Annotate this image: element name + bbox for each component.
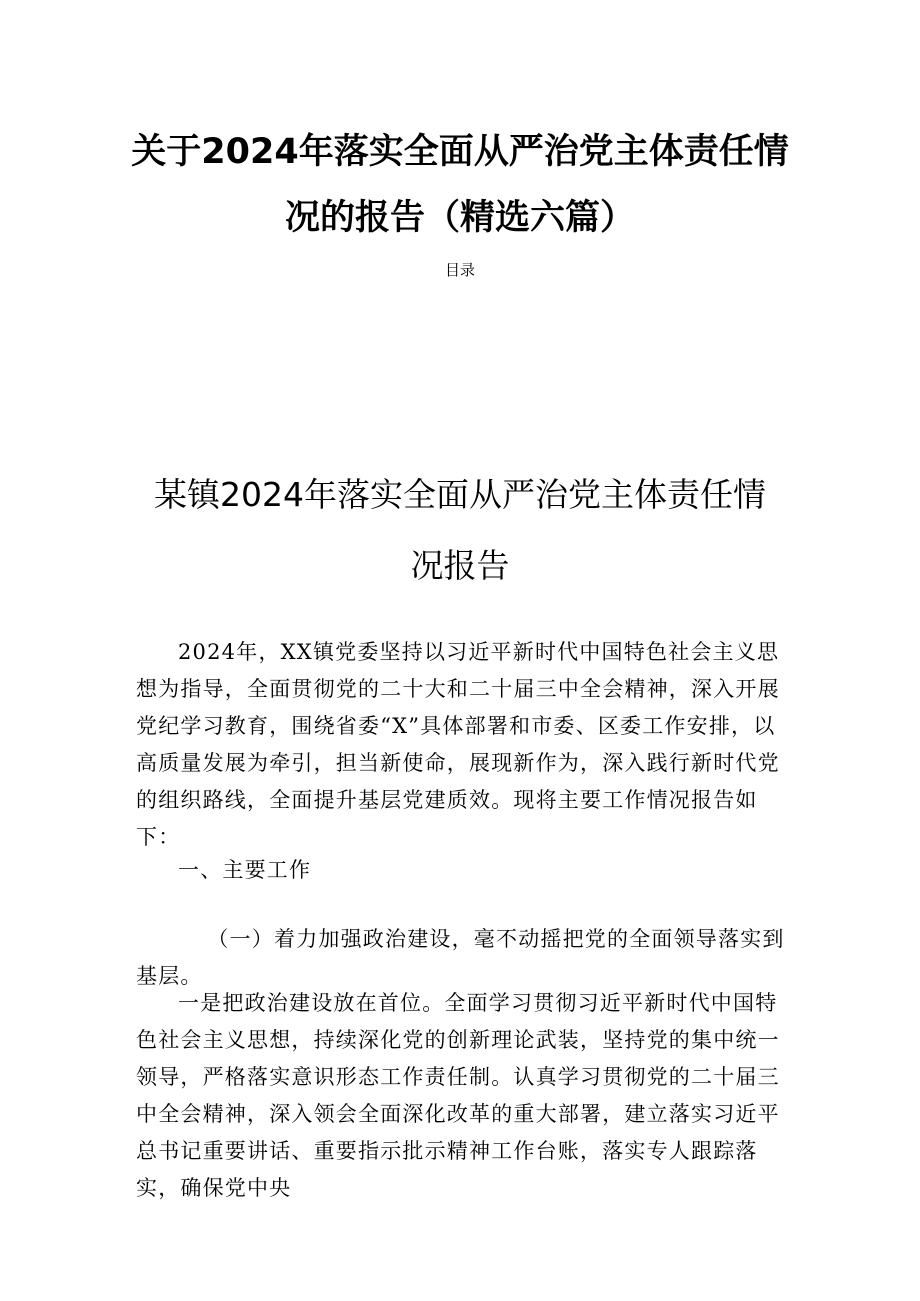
intro-paragraph: 2024年，XX镇党委坚持以习近平新时代中国特色社会主义思想为指导，全面贯彻党的二十大和二十届三中全会精神，深入开展党纪学习教育，围绕省委“X”具体部署和市委、区委工作安排，以高质量发展为牵引，担当新使命，展现新作为，深入践行新时代党的组织路线，全面提升基层党建质效。现将主要工作情况报告如下： [136, 640, 780, 849]
subheading-political-construction: （一）着力加强政治建设，毫不动摇把党的全面领导落实到基层。 [136, 927, 785, 988]
body-paragraph-political-first: 一是把政治建设放在首位。全面学习贯彻习近平新时代中国特色社会主义思想，持续深化党的创新理论武装，坚持党的集中统一领导，严格落实意识形态工作责任制。认真学习贯彻党的二十届三中全会精神，深入领会全面深化改革的重大部署，建立落实习近平总书记重要讲话、重要指示批示精神工作台账，落实专人跟踪落实，确保党中央 [136, 991, 780, 1200]
document-title-line-2: 况的报告（精选六篇） [284, 198, 635, 238]
heading-main-work: 一、主要工作 [178, 858, 312, 882]
document-title-line-1: 关于2024年落实全面从严治党主体责任情 [131, 132, 789, 172]
section-title-line-2: 况报告 [410, 546, 510, 585]
table-of-contents-label: 目录 [444, 261, 475, 279]
section-title-line-1: 某镇2024年落实全面从严治党主体责任情 [154, 475, 766, 514]
